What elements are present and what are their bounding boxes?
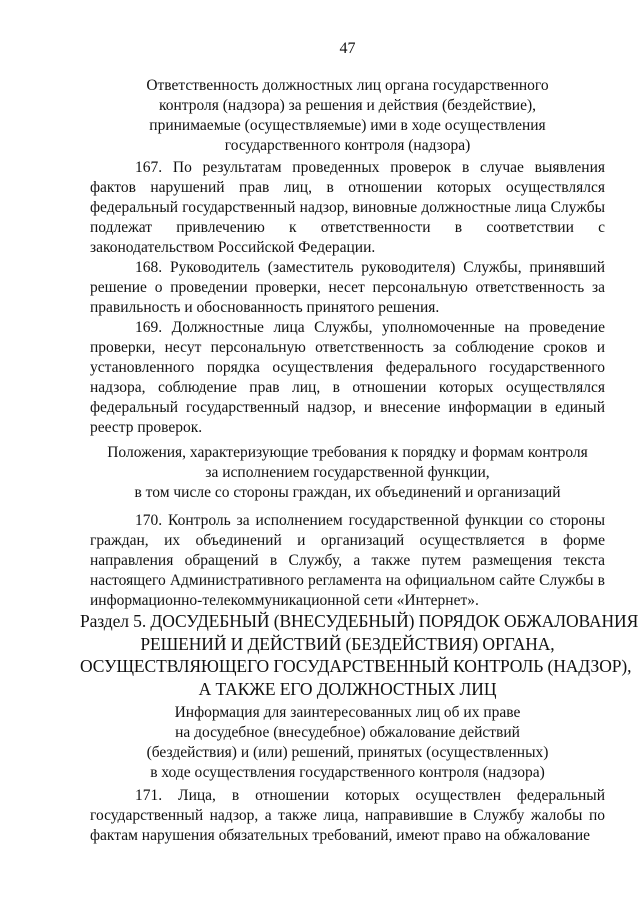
document-page — [80, 0, 639, 905]
section-5-title — [80, 610, 639, 700]
heading-line: контроля (надзора) за решения и действия (бездействие), — [158, 97, 537, 114]
heading-line: (бездействия) и (или) решений, принятых (осуществленных) — [146, 744, 549, 761]
section-title-line: ОСУЩЕСТВЛЯЮЩЕГО ГОСУДАРСТВЕННЫЙ КОНТРОЛЬ (НАДЗОР), — [80, 656, 632, 676]
heading-line: за исполнением государственной функции, — [205, 464, 490, 481]
paragraph-169: 169. Должностные лица Службы, уполномоченные на проведение проверки, несут персональную ответственность за соблюдение сроков и установленного порядка осуществления федерального государственного надзора, соблюдение прав лиц, в отношении которых осуществлялся федеральный государственный надзор, и внесение информации в единый реестр проверок. — [90, 319, 605, 436]
section-title-line: Раздел 5. ДОСУДЕБНЫЙ (ВНЕСУДЕБНЫЙ) ПОРЯДОК ОБЖАЛОВАНИЯ — [80, 611, 639, 631]
paragraph-171: 171. Лица, в отношении которых осуществлен федеральный государственный надзор, а также лица, направившие в Службу жалобы по фактам нарушения обязательных требований, имеют право на обжалование — [90, 787, 605, 844]
heading-responsibility — [90, 76, 605, 156]
heading-line: государственного контроля (надзора) — [224, 137, 471, 154]
paragraph-167: 167. По результатам проведенных проверок в случае выявления фактов нарушений прав лиц, в отношении которых осуществлялся федеральный государственный надзор, виновные должностные лица Службы подлежат привлечению к ответственности в соответствии с законодательством Российской Федерации. — [90, 159, 605, 256]
heading-line: в ходе осуществления государственного контроля (надзора) — [150, 764, 545, 781]
page-number: 47 — [339, 40, 356, 57]
heading-line: на досудебное (внесудебное) обжалование действий — [175, 724, 520, 741]
paragraph-168: 168. Руководитель (заместитель руководителя) Службы, принявший решение о проведении проверки, несет персональную ответственность за правильность и обоснованность принятого решения. — [90, 259, 605, 316]
heading-line: Информация для заинтересованных лиц об их праве — [174, 704, 521, 721]
heading-line: в том числе со стороны граждан, их объединений и организаций — [134, 484, 561, 501]
heading-line: Ответственность должностных лиц органа государственного — [146, 77, 549, 94]
section-title-line: РЕШЕНИЙ И ДЕЙСТВИЙ (БЕЗДЕЙСТВИЯ) ОРГАНА, — [140, 633, 555, 654]
heading-line: принимаемые (осуществляемые) ими в ходе осуществления — [149, 117, 546, 134]
section-title-line: А ТАКЖЕ ЕГО ДОЛЖНОСТНЫХ ЛИЦ — [198, 678, 497, 699]
heading-appeal-info — [90, 703, 605, 783]
paragraph-170: 170. Контроль за исполнением государственной функции со стороны граждан, их объединений и организаций осуществляется в форме направления обращений в Службу, а также путем размещения текста настоящего Административного регламента на официальном сайте Службы в информационно-телекоммуникационной сети «Интернет». — [90, 512, 605, 609]
heading-control-requirements — [90, 443, 605, 503]
heading-line: Положения, характеризующие требования к порядку и формам контроля — [107, 444, 588, 461]
